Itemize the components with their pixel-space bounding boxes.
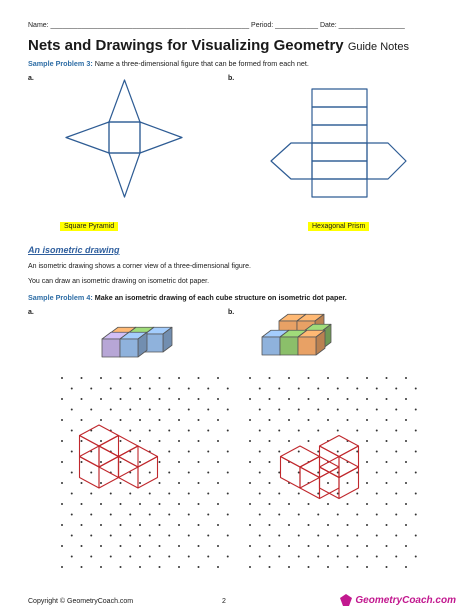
sample-problem-3-label: Sample Problem 3: xyxy=(28,59,93,68)
sample-problem-4-label: Sample Problem 4: xyxy=(28,293,93,302)
problem-4a-letter: a. xyxy=(28,309,34,316)
sample-problem-3-prompt: Name a three-dimensional figure that can be formed from each net. xyxy=(94,59,309,68)
draw-b-cube-2-left xyxy=(281,457,301,489)
problem-4b-letter: b. xyxy=(228,309,235,316)
logo-icon xyxy=(340,594,352,606)
title-subtitle: Guide Notes xyxy=(347,41,409,53)
isometric-dot-paper-note: You can draw an isometric drawing on isometric dot paper. xyxy=(28,278,210,285)
draw-b-cube-4-left xyxy=(320,467,340,499)
answer-3b-highlight: Hexagonal Prism xyxy=(308,222,369,231)
geometrycoach-logo xyxy=(340,594,456,606)
copyright-text: Copyright © GeometryCoach.com xyxy=(28,598,134,605)
name-period-date-line: Name: ___________________________________________________ Period: ___________ Date: _________________ xyxy=(28,22,405,29)
page-number: 2 xyxy=(222,598,226,605)
isometric-definition: An isometric drawing shows a corner view of a three-dimensional figure. xyxy=(28,263,251,270)
sample-problem-4-prompt: Make an isometric drawing of each cube structure on isometric dot paper. xyxy=(94,293,347,302)
draw-b-cube-2-top xyxy=(281,446,320,467)
title-text: Nets and Drawings for Visualizing Geometry xyxy=(28,37,344,54)
draw-b-cube-4-right xyxy=(339,467,359,499)
answer-3a-highlight: Square Pyramid xyxy=(60,222,118,231)
problem-3b-letter: b. xyxy=(228,75,235,82)
draw-b-cube-1-top xyxy=(320,436,359,457)
problem-3a-letter: a. xyxy=(28,75,34,82)
isometric-heading: An isometric drawing xyxy=(28,245,120,255)
logo-text: GeometryCoach.com xyxy=(355,594,456,606)
